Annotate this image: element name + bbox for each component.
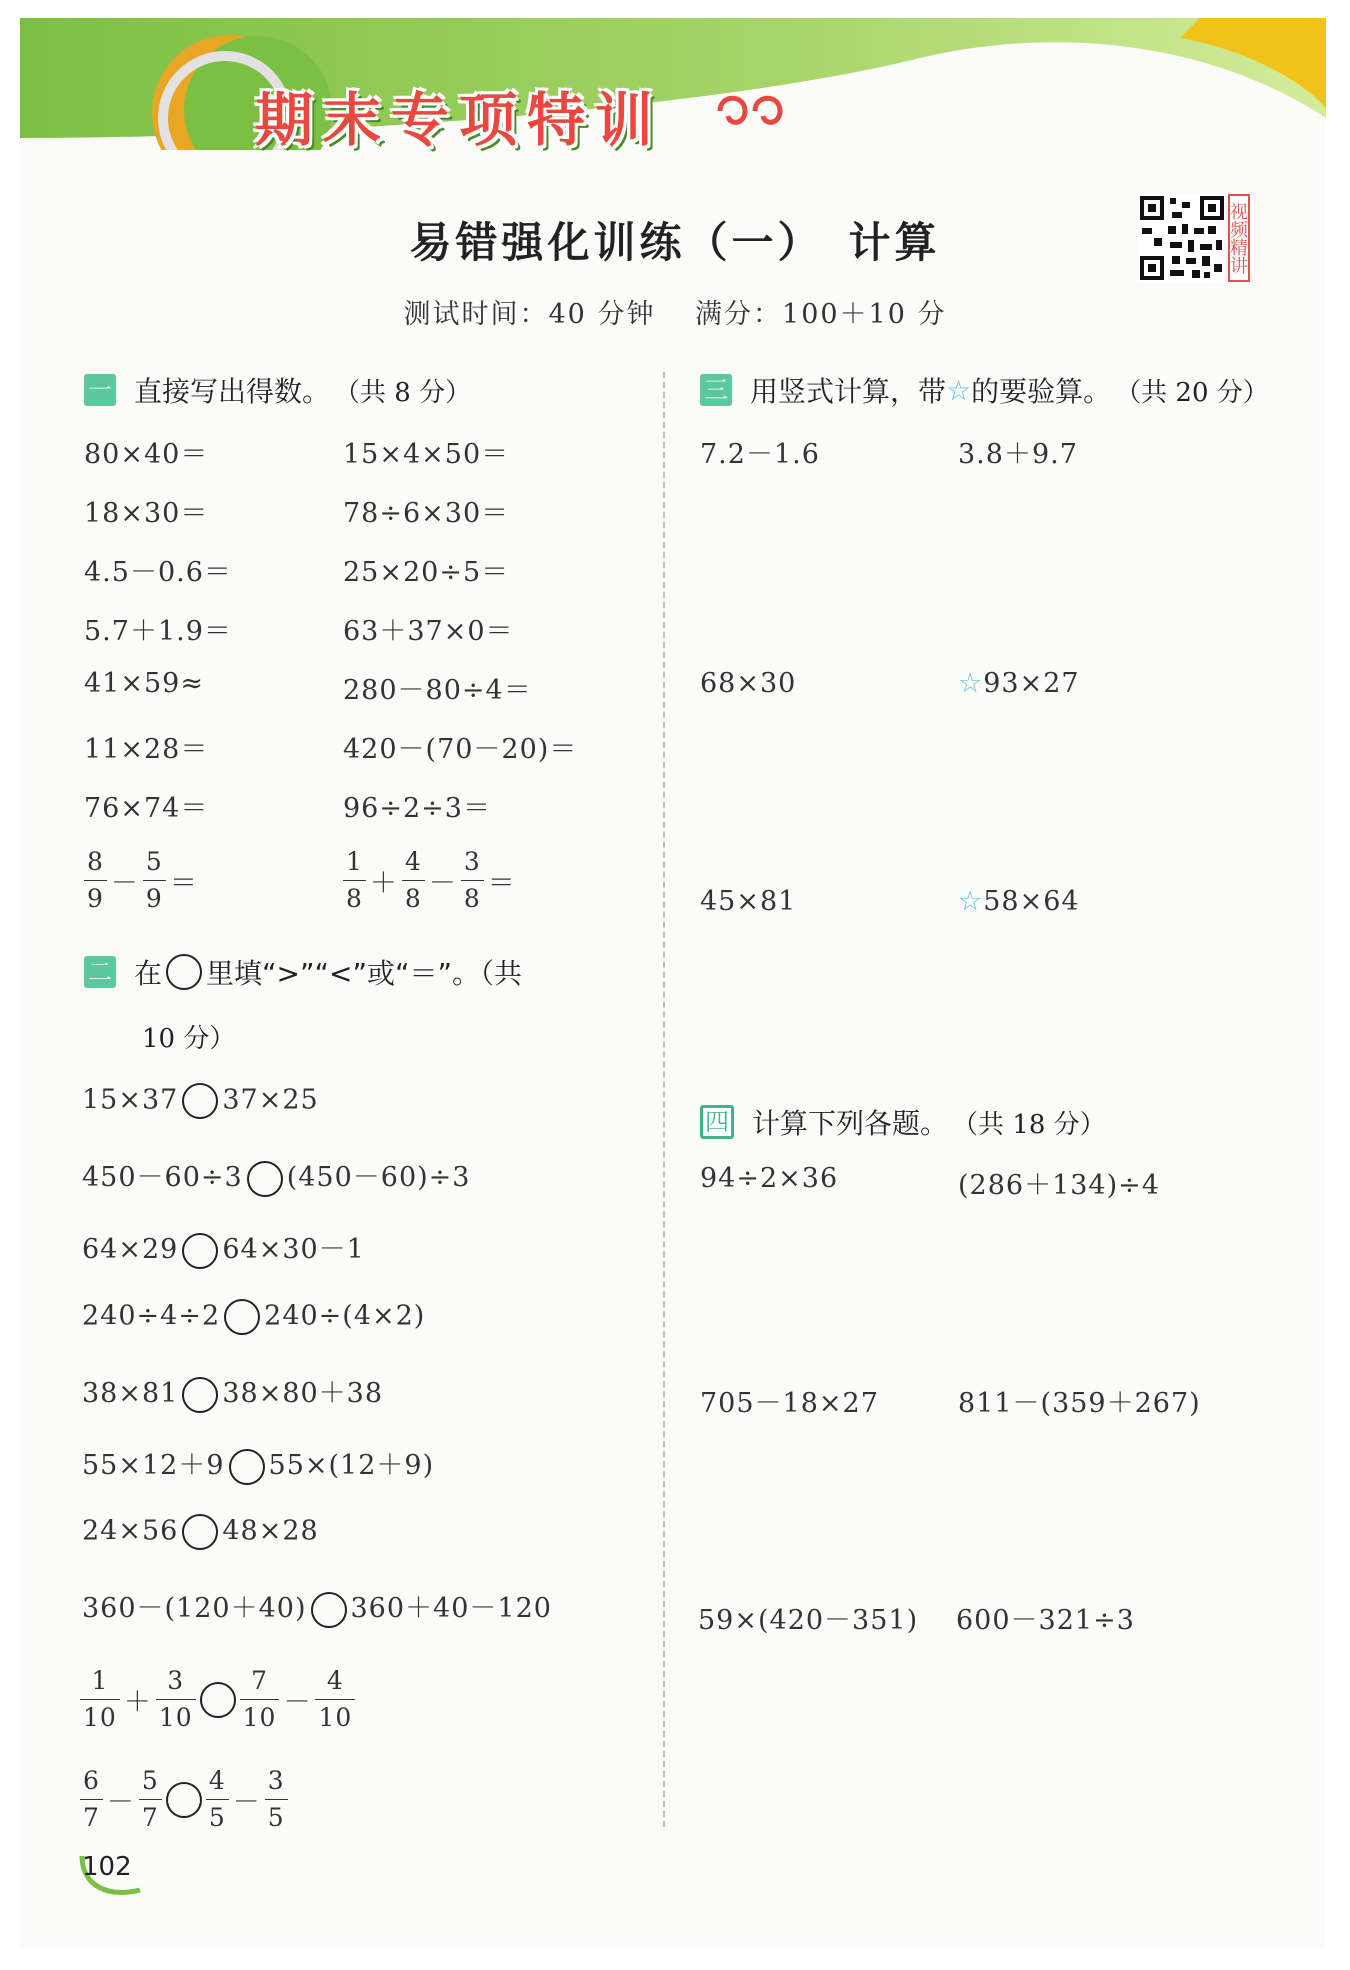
column-divider: [663, 372, 665, 1827]
compare-row: 64×29 64×30－1: [82, 1227, 365, 1269]
compare-row: 360－(120＋40) 360＋40－120: [82, 1586, 552, 1628]
answer-circle[interactable]: [166, 1782, 202, 1818]
problem-with-check: ☆58×64: [958, 886, 1080, 917]
problem-with-check: ☆93×27: [958, 668, 1080, 699]
problem: 15×4×50＝: [343, 439, 510, 470]
section-points: （共 8 分）: [334, 377, 472, 408]
star-icon: ☆: [946, 373, 972, 407]
section-label: 用竖式计算，带: [750, 375, 947, 408]
banner-graphic: [20, 18, 1326, 150]
problem: 80×40＝: [84, 439, 209, 470]
problem: 78÷6×30＝: [343, 498, 510, 529]
swirl-icon: [710, 86, 790, 136]
problem: 811－(359＋267): [958, 1388, 1201, 1419]
section-points: （共 20 分）: [1115, 377, 1269, 408]
section-1-heading: [84, 370, 471, 410]
fraction-problem: $\frac{8}{9}$ － $\frac{5}{9}$ ＝: [84, 844, 202, 917]
answer-circle[interactable]: [247, 1161, 283, 1197]
problem: 41×59≈: [84, 668, 204, 699]
answer-circle[interactable]: [200, 1682, 236, 1718]
problem: 18×30＝: [84, 498, 209, 529]
section-label: 里填“>”“<”或“＝”。（共: [206, 957, 522, 990]
problem: 59×(420－351): [698, 1605, 919, 1636]
problem: 4.5－0.6＝: [84, 557, 232, 588]
problem: 96÷2÷3＝: [343, 793, 491, 824]
banner-title: 期末专项特训: [255, 86, 664, 154]
qr-video-label: 视频精讲: [1228, 194, 1250, 282]
problem: 280－80÷4＝: [343, 675, 532, 706]
section-label: 在: [134, 957, 163, 990]
problem: (286＋134)÷4: [958, 1170, 1160, 1201]
section-3-heading: [700, 370, 1269, 410]
compare-row: 24×56 48×28: [82, 1514, 319, 1550]
problem: 76×74＝: [84, 793, 209, 824]
problem: 94÷2×36: [700, 1163, 839, 1194]
problem: 420－(70－20)＝: [343, 734, 578, 765]
compare-row: 15×37 37×25: [82, 1083, 319, 1119]
section-points: 10 分）: [142, 1024, 236, 1054]
section-number: 三: [700, 374, 732, 406]
circle-blank-icon: [166, 954, 202, 990]
section-number: 二: [84, 956, 116, 988]
compare-row: 240÷4÷2 240÷(4×2): [82, 1299, 425, 1335]
section-number: 一: [84, 374, 116, 406]
section-points: （共 18 分）: [952, 1109, 1106, 1140]
compare-fraction-row: $\frac{1}{10}$ ＋ $\frac{3}{10}$ $\frac{7}{10}$ － $\frac{4}{10}$: [80, 1663, 355, 1736]
star-icon: ☆: [958, 886, 984, 917]
answer-circle[interactable]: [224, 1299, 260, 1335]
section-number: 四: [700, 1105, 734, 1139]
section-2-heading: [84, 952, 522, 992]
compare-row: 38×81 38×80＋38: [82, 1371, 383, 1413]
section-4-heading: [700, 1102, 1106, 1142]
problem: 705－18×27: [700, 1388, 879, 1419]
section-label: 的要验算。: [971, 375, 1112, 408]
problem: 25×20÷5＝: [343, 557, 510, 588]
answer-circle[interactable]: [229, 1449, 265, 1485]
fraction-problem: $\frac{1}{8}$ ＋ $\frac{4}{8}$ － $\frac{3}{8}$ ＝: [343, 844, 520, 917]
problem: 5.7＋1.9＝: [84, 616, 232, 647]
problem: 68×30: [700, 668, 797, 699]
page-title: 易错强化训练（一） 计算: [409, 218, 941, 267]
problem: 63＋37×0＝: [343, 616, 514, 647]
section-label: 直接写出得数。: [134, 375, 331, 408]
problem: 600－321÷3: [956, 1605, 1135, 1636]
problem: 45×81: [700, 886, 797, 917]
compare-row: 55×12＋9 55×(12＋9): [82, 1443, 434, 1485]
qr-code-icon[interactable]: [1138, 194, 1226, 282]
compare-fraction-row: $\frac{6}{7}$ － $\frac{5}{7}$ $\frac{4}{5}$ － $\frac{3}{5}$: [80, 1763, 288, 1836]
section-2-heading-cont: [138, 1018, 235, 1055]
answer-circle[interactable]: [182, 1377, 218, 1413]
page-subtitle: 测试时间：40 分钟 满分：100＋10 分: [403, 299, 947, 330]
answer-circle[interactable]: [182, 1514, 218, 1550]
star-icon: ☆: [958, 668, 984, 699]
problem: 11×28＝: [84, 734, 209, 765]
problem: 7.2－1.6: [700, 439, 820, 470]
answer-circle[interactable]: [311, 1592, 347, 1628]
compare-row: 450－60÷3 (450－60)÷3: [82, 1155, 470, 1197]
answer-circle[interactable]: [182, 1083, 218, 1119]
section-label: 计算下列各题。: [752, 1107, 949, 1140]
answer-circle[interactable]: [182, 1233, 218, 1269]
problem: 3.8＋9.7: [958, 439, 1078, 470]
header-banner: [20, 18, 1326, 154]
page-number: 102: [82, 1852, 132, 1882]
